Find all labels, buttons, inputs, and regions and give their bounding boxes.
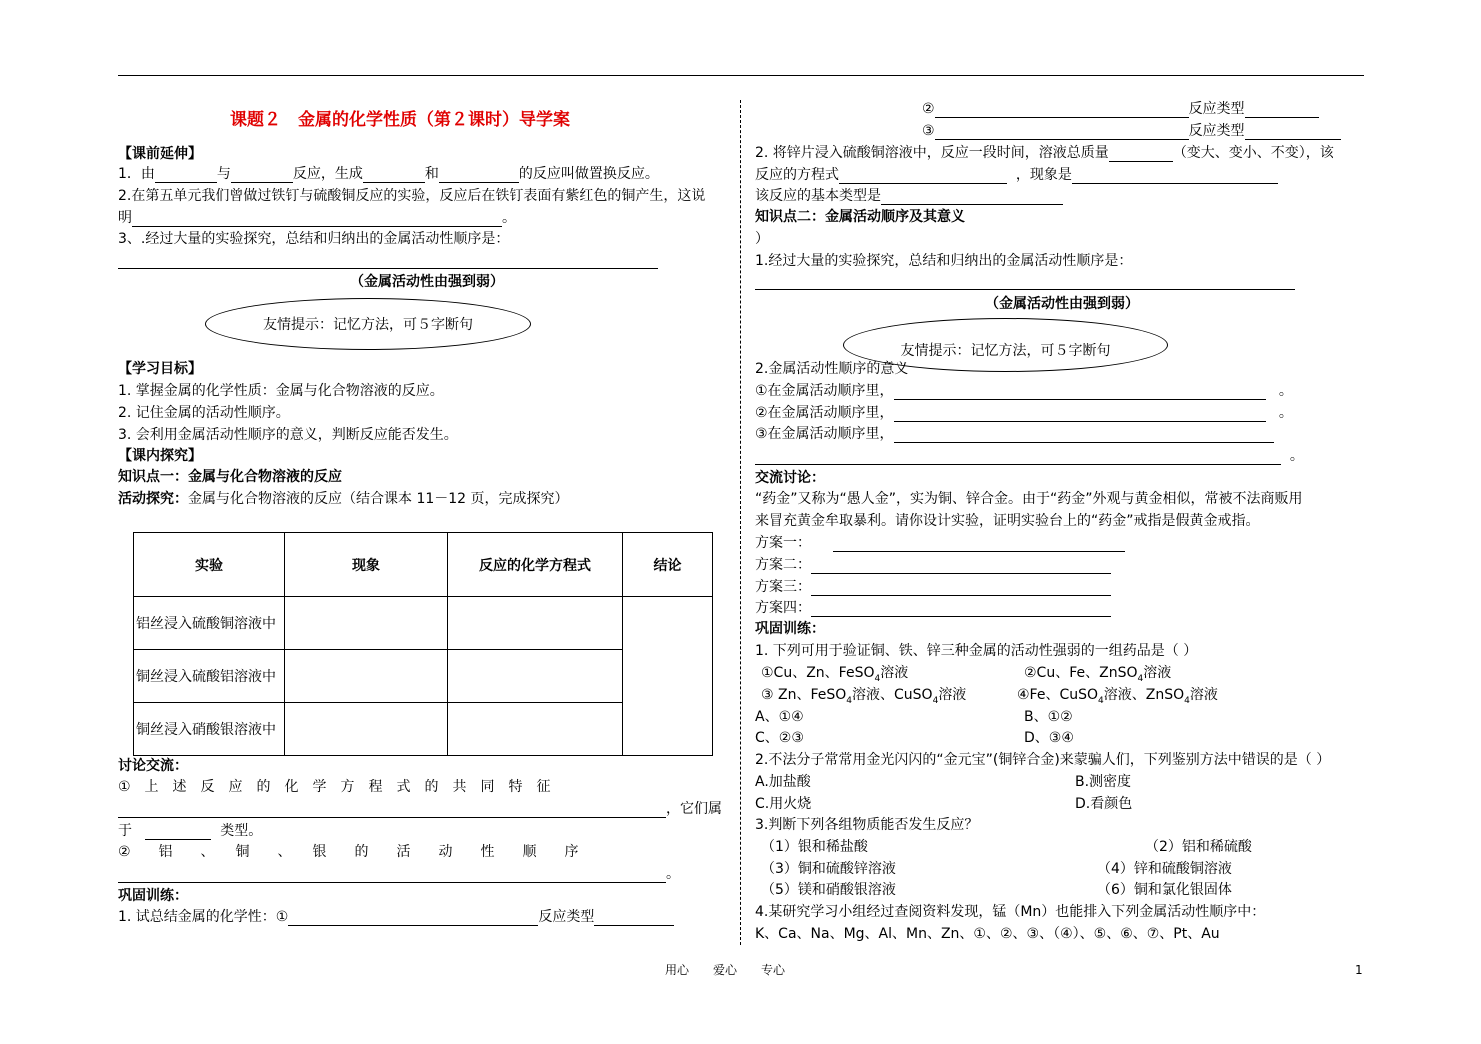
discussion-2-line2: 。 [118, 865, 680, 883]
blank[interactable] [363, 168, 425, 183]
blank[interactable] [894, 428, 1274, 443]
choice-A[interactable]: A.加盐酸 [755, 774, 811, 790]
blank[interactable] [881, 190, 1063, 205]
train-1: 1. 试总结金属的化学性：① 反应类型 [118, 908, 674, 926]
blank[interactable] [439, 168, 519, 183]
train-q3: 3.判断下列各组物质能否发生反应？ [755, 817, 979, 833]
meaning-3: ③在金属活动顺序里， [755, 425, 1274, 443]
cell[interactable] [285, 650, 448, 703]
blank[interactable] [811, 581, 1111, 596]
hint-ellipse: 友情提示：记忆方法，可５字断句 [843, 318, 1168, 372]
choice-C[interactable]: C.用火烧 [755, 796, 812, 812]
exchange-line1: “药金”又称为“愚人金”，实为铜、锌合金。由于“药金”外观与黄金相似，常被不法商贩用 [755, 491, 1303, 507]
pre-section-heading: 【课前延伸】 [118, 146, 202, 162]
blank[interactable] [935, 103, 1189, 118]
question-zinc-line2: 反应的方程式 ，现象是 [755, 166, 1278, 184]
blank[interactable] [118, 868, 666, 883]
row-label: 铝丝浸入硫酸铜溶液中 [134, 597, 285, 650]
order-blank-line[interactable] [118, 268, 658, 269]
blank[interactable] [118, 803, 666, 818]
knowledge-point-2: 知识点二：金属活动顺序及其意义 [755, 209, 965, 225]
col-header: 实验 [134, 533, 285, 597]
col-header: 现象 [285, 533, 448, 597]
question-2-line2: 明 。 [118, 210, 516, 226]
col-header: 反应的化学方程式 [448, 533, 623, 597]
question-zinc-line1: 2. 将锌片浸入硫酸铜溶液中，反应一段时间，溶液总质量 （变大、变小、不变），该 [755, 145, 1334, 161]
blank[interactable] [145, 825, 211, 840]
blank[interactable] [1109, 147, 1173, 162]
conclusion-cell[interactable] [623, 597, 713, 756]
question-1: 1．由 与 反应，生成 和 的反应叫做置换反应。 [118, 166, 659, 182]
class-heading: 【课内探究】 [118, 448, 202, 464]
blank[interactable] [1245, 103, 1319, 118]
page-number: 1 [1355, 963, 1363, 977]
blank[interactable] [839, 169, 1007, 184]
train-q1: 1. 下列可用于验证铜、铁、锌三种金属的活动性强弱的一组药品是（ ） [755, 643, 1198, 659]
train-heading-left: 巩固训练： [118, 888, 188, 904]
order-question: 1.经过大量的实验探究，总结和归纳出的金属活动性顺序是： [755, 253, 1133, 269]
blank[interactable] [231, 168, 293, 183]
stray-paren: ） [755, 231, 769, 247]
blank[interactable] [1245, 125, 1341, 140]
q3-item: （4）锌和硫酸铜溶液 [1097, 861, 1232, 877]
activity-line: 活动探究：金属与化合物溶液的反应（结合课本 11－12 页，完成探究） [118, 491, 569, 507]
meaning-heading: 2.金属活动性顺序的意义 [755, 361, 909, 377]
exchange-line2: 来冒充黄金牟取暴利。请你设计实验，证明实验台上的“药金”戒指是假黄金戒指。 [755, 513, 1260, 529]
train-q2: 2.不法分子常常用金光闪闪的“金元宝”(铜锌合金)来蒙骗人们，下列鉴别方法中错误的是（ ） [755, 752, 1331, 768]
order-caption: （金属活动性由强到弱） [985, 296, 1139, 312]
choice-D[interactable]: D、③④ [1024, 730, 1074, 746]
row-label: 铜丝浸入硝酸银溶液中 [134, 703, 285, 756]
q3-item: （1）银和稀盐酸 [761, 839, 868, 855]
cell[interactable] [448, 650, 623, 703]
cell[interactable] [448, 703, 623, 756]
train-heading-right: 巩固训练： [755, 621, 825, 637]
choice-B[interactable]: B、①② [1024, 709, 1073, 725]
goal-item: 2. 记住金属的活动性顺序。 [118, 405, 290, 421]
question-3: 3、.经过大量的实验探究，总结和归纳出的金属活动性顺序是： [118, 231, 510, 247]
blank[interactable] [811, 602, 1111, 617]
meaning-1: ①在金属活动顺序里， 。 [755, 383, 1293, 399]
footer-text: 用心 爱心 专心 [665, 963, 786, 977]
plan-1: 方案一： [755, 534, 1125, 552]
plan-2: 方案二： [755, 556, 1111, 574]
train-q4-sequence: K、Ca、Na、Mg、Al、Mn、Zn、①、②、③、（④）、⑤、⑥、⑦、Pt、Au [755, 926, 1220, 942]
question-2-line1: 2.在第五单元我们曾做过铁钉与硫酸铜反应的实验，反应后在铁钉表面有紫红色的铜产生，这说 [118, 188, 706, 204]
choice-C[interactable]: C、②③ [755, 730, 804, 746]
blank[interactable] [288, 911, 538, 926]
choice-A[interactable]: A、①④ [755, 709, 804, 725]
q3-item: （5）镁和硝酸银溶液 [761, 882, 896, 898]
blank[interactable] [894, 385, 1266, 400]
discussion-2-line1: ② 铝 、 铜 、 银 的 活 动 性 顺 序 [118, 844, 579, 860]
blank[interactable] [1072, 169, 1278, 184]
blank[interactable] [155, 168, 217, 183]
discussion-heading: 讨论交流： [118, 758, 188, 774]
train-q1-opt2: ②Cu、Fe、ZnSO$_4$溶液 [1024, 665, 1172, 684]
discussion-1-line2: 于 类型。 [118, 823, 263, 839]
table-row [134, 597, 713, 650]
header-rule [118, 75, 1364, 76]
q3-item: （2）铝和稀硫酸 [1145, 839, 1252, 855]
experiment-table [133, 532, 713, 756]
discussion-1-line1: ① 上 述 反 应 的 化 学 方 程 式 的 共 同 特 征 [118, 779, 551, 795]
cell[interactable] [448, 597, 623, 650]
train-q1-opt3: ③ Zn、FeSO$_4$溶液、CuSO$_4$溶液 [761, 687, 967, 706]
blank[interactable] [935, 125, 1189, 140]
blank[interactable] [594, 911, 674, 926]
hint-ellipse: 友情提示：记忆方法，可５字断句 [205, 298, 531, 350]
goal-item: 3. 会利用金属活动性顺序的意义，判断反应能否发生。 [118, 427, 458, 443]
page-title: 课题２ 金属的化学性质（第２课时）导学案 [230, 110, 570, 130]
q3-item: （3）铜和硫酸锌溶液 [761, 861, 896, 877]
choice-B[interactable]: B.测密度 [1075, 774, 1132, 790]
meaning-3b: 。 [755, 447, 1304, 465]
goal-item: 1. 掌握金属的化学性质：金属与化合物溶液的反应。 [118, 383, 444, 399]
meaning-2: ②在金属活动顺序里， 。 [755, 405, 1293, 421]
train-q1-opt4: ④Fe、CuSO$_4$溶液、ZnSO$_4$溶液 [1017, 687, 1218, 706]
row-label: 铜丝浸入硫酸铝溶液中 [134, 650, 285, 703]
cell[interactable] [285, 703, 448, 756]
blank[interactable] [755, 450, 1281, 465]
choice-D[interactable]: D.看颜色 [1075, 796, 1133, 812]
blank[interactable] [132, 212, 502, 227]
blank[interactable] [833, 537, 1125, 552]
exchange-heading: 交流讨论： [755, 470, 825, 486]
train-1-item3: ③ 反应类型 [922, 122, 1341, 140]
plan-3: 方案三： [755, 578, 1111, 596]
cell[interactable] [285, 597, 448, 650]
q3-item: （6）铜和氯化银固体 [1097, 882, 1232, 898]
train-q4: 4.某研究学习小组经过查阅资料发现，锰（Mn）也能排入下列金属活动性顺序中： [755, 904, 1266, 920]
knowledge-point-1: 知识点一：金属与化合物溶液的反应 [118, 469, 342, 485]
blank[interactable] [811, 559, 1111, 574]
goals-heading: 【学习目标】 [118, 361, 202, 377]
train-q1-opt1: ①Cu、Zn、FeSO$_4$溶液 [761, 665, 909, 684]
train-1-item2: ② 反应类型 [922, 100, 1319, 118]
col-header: 结论 [623, 533, 713, 597]
blank[interactable] [894, 407, 1266, 422]
order-caption: （金属活动性由强到弱） [350, 274, 504, 290]
order-blank-line[interactable] [755, 289, 1295, 290]
plan-4: 方案四： [755, 599, 1111, 617]
column-divider [740, 100, 741, 945]
discussion-1-line1b: ，它们属 [118, 800, 722, 818]
question-zinc-line3: 该反应的基本类型是 [755, 187, 1063, 205]
